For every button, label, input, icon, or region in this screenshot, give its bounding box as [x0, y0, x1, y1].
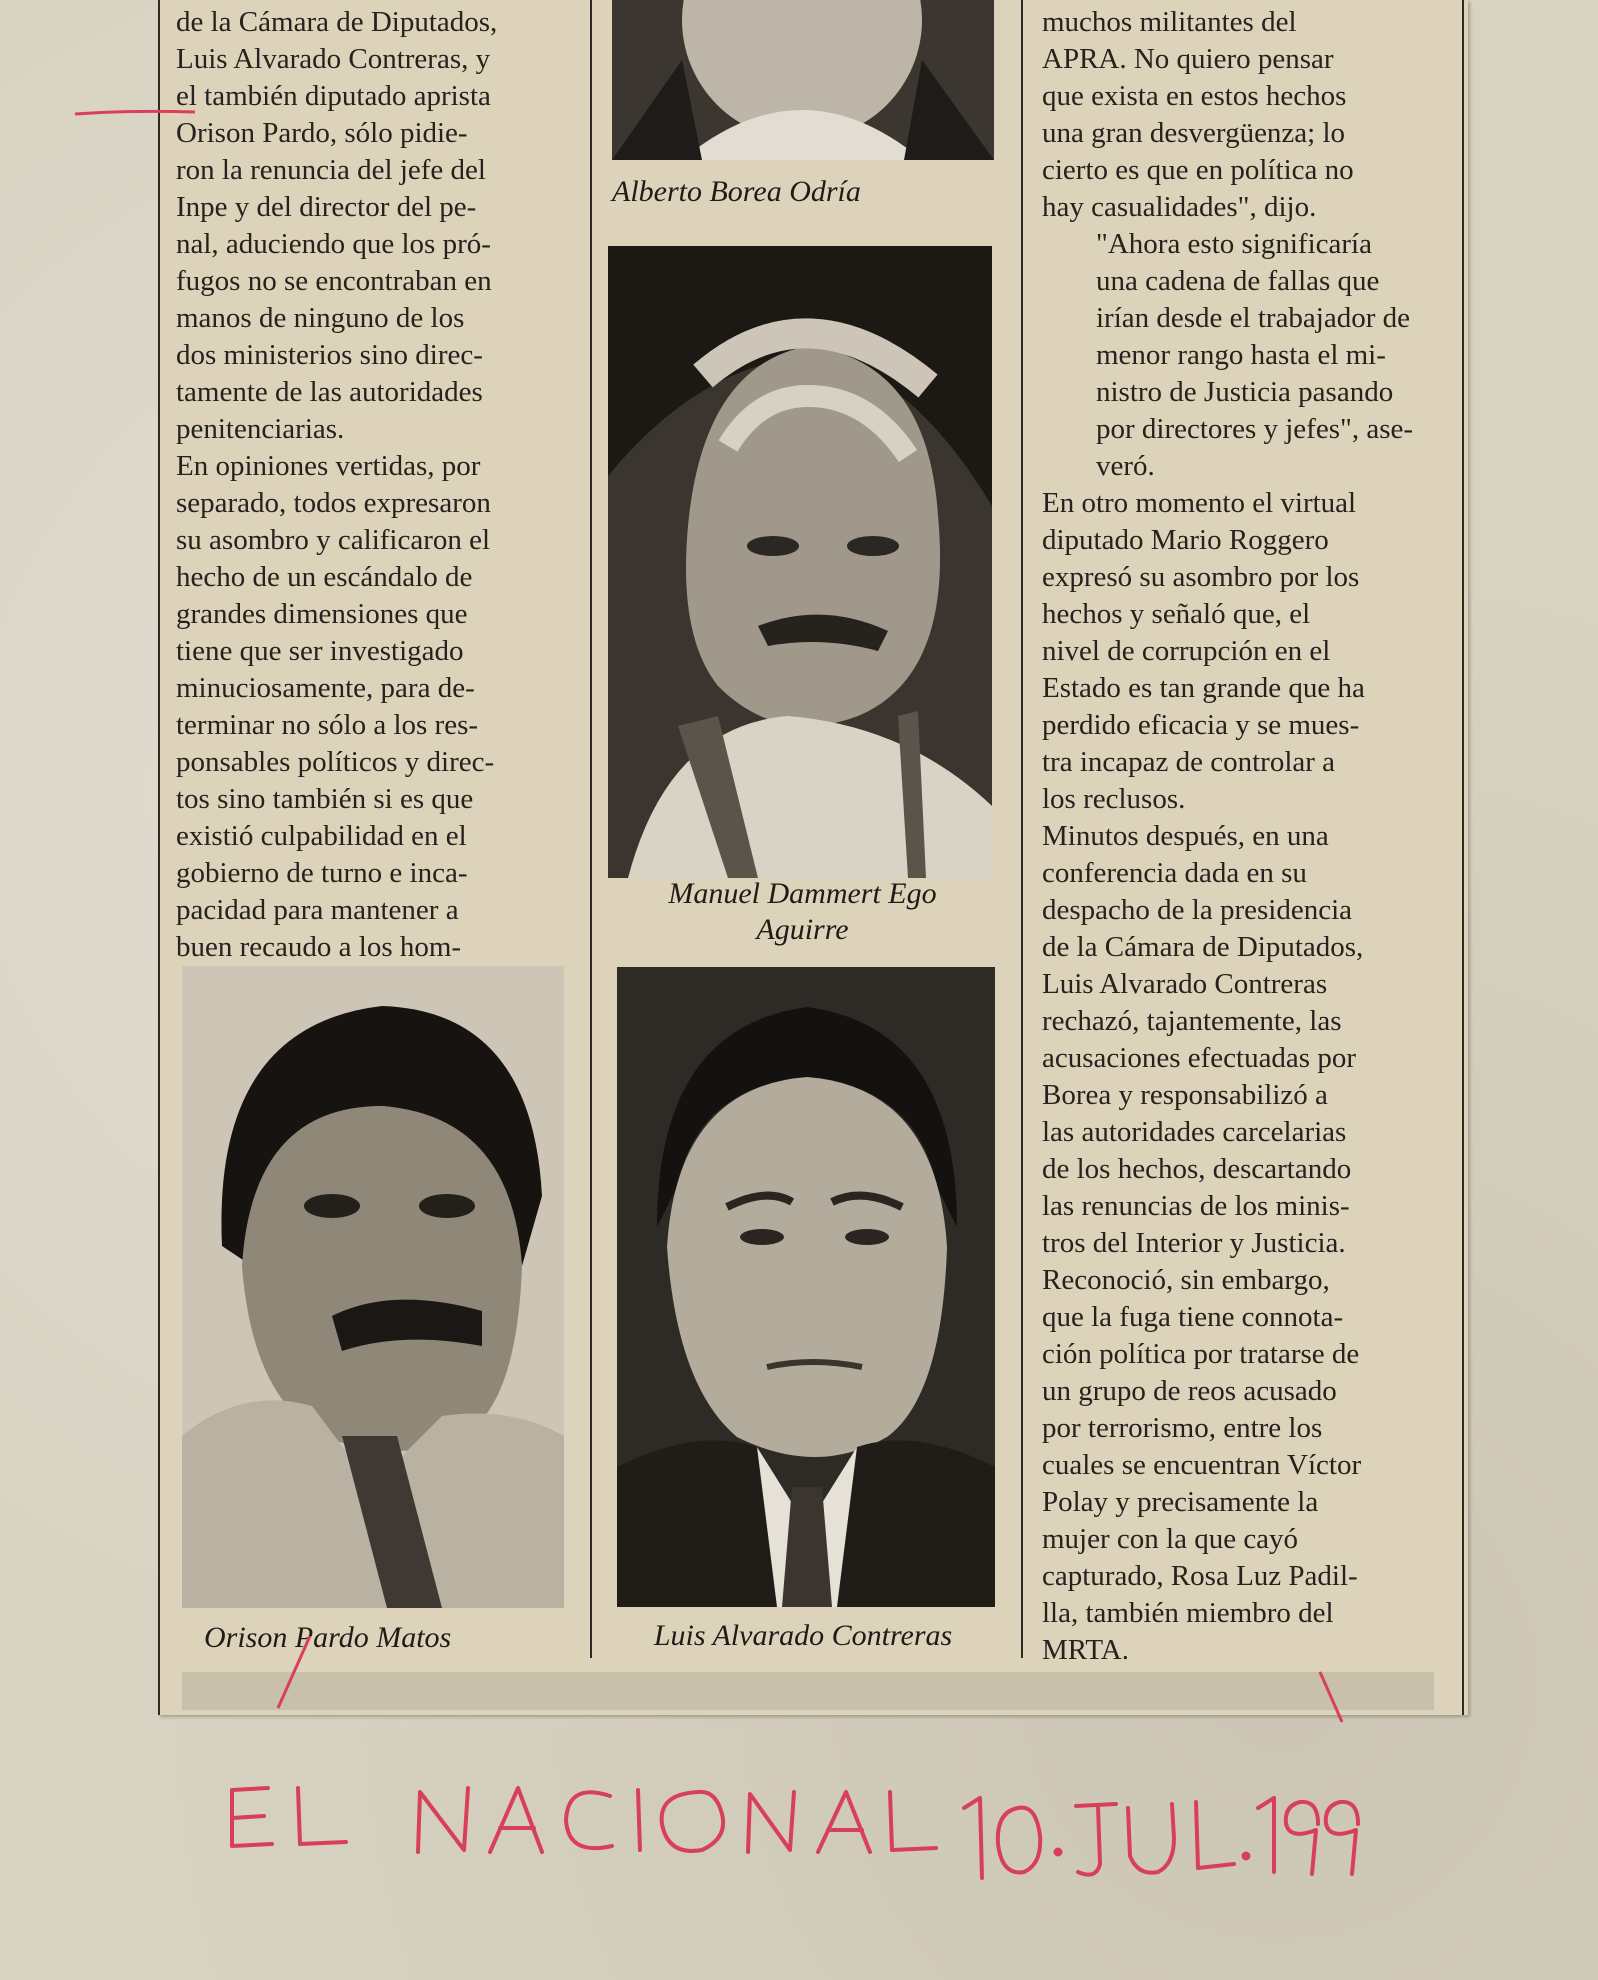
paragraph: Minutos después, en una conferencia dada en su despacho de la presidencia de la Cámara de Diputados, Luis Alvarado Contreras rechazó, tajantemente, las acusaciones efectuadas por Borea y responsabilizó a las autoridades carcelarias de los hechos, descartando las renuncias de los minis- tros del Interior y Justicia. Reconoció, sin embargo, que la fuga tiene connota- ción política por tratarse de un grupo de reos acusado por terrorismo, entre los cuales se encuentran Víctor Polay y precisamente la mujer con la que cayó capturado, Rosa Luz Padil- lla, también miembro del MRTA.	[1042, 820, 1364, 1666]
paragraph: "Ahora esto significaría una cadena de fallas que irían desde el trabajador de menor rango hasta el mi- nistro de Justicia pasando por directores y jefes", ase- veró.	[1096, 228, 1414, 482]
clipping-bottom-band	[182, 1672, 1434, 1710]
paragraph: En opiniones vertidas, por separado, todos expresaron su asombro y calificaron el hecho de un escándalo de grandes dimensiones que tiene que ser investigado minuciosamente, para de- terminar no sólo a los res- ponsables políticos y direc- tos sino también si es que existió culpabilidad en el gobierno de turno e inca- pacidad para mantener a buen recaudo a los hom-	[176, 450, 495, 963]
column-rule-mid-right	[1021, 0, 1023, 1658]
caption-dammert: Manuel Dammert Ego Aguirre	[668, 877, 937, 946]
column-rule-mid-left	[590, 0, 592, 1658]
article-left-column	[176, 4, 564, 966]
margin-check-mark	[70, 100, 200, 140]
paragraph: En otro momento el virtual diputado Mario Roggero expresó su asombro por los hechos y señaló que, el nivel de corrupción en el Estado es tan grande que ha perdido eficacia y se mues- tra incapaz de controlar a los reclusos.	[1042, 487, 1365, 815]
caption-borea: Alberto Borea Odría	[612, 175, 861, 208]
caption-pardo: Orison Pardo Matos	[204, 1621, 452, 1654]
paragraph: muchos militantes del APRA. No quiero pensar que exista en estos hechos una gran desvergüenza; lo cierto es que en política no hay casualidades", dijo.	[1042, 6, 1354, 223]
column-rule-right	[1462, 0, 1464, 1715]
photo-alvarado	[617, 967, 995, 1607]
article-right-column	[1042, 4, 1432, 1669]
photo-dammert	[608, 246, 992, 878]
handwritten-source-note	[228, 1768, 1388, 1888]
margin-tick-mark	[270, 1632, 320, 1712]
paragraph: de la Cámara de Diputados, Luis Alvarado Contreras, y el también diputado aprista Orison Pardo, sólo pidie- ron la renuncia del jefe del Inpe y del director del pe- nal, aduciendo que los pró- fugos no se encontraban en manos de ninguno de los dos ministerios sino direc- tamente de las autoridades penitenciarias.	[176, 6, 498, 445]
column-rule-left	[158, 0, 160, 1715]
photo-pardo	[182, 966, 564, 1608]
photo-borea	[612, 0, 994, 160]
margin-tick-mark	[1312, 1668, 1352, 1728]
caption-alvarado: Luis Alvarado Contreras	[653, 1619, 953, 1652]
